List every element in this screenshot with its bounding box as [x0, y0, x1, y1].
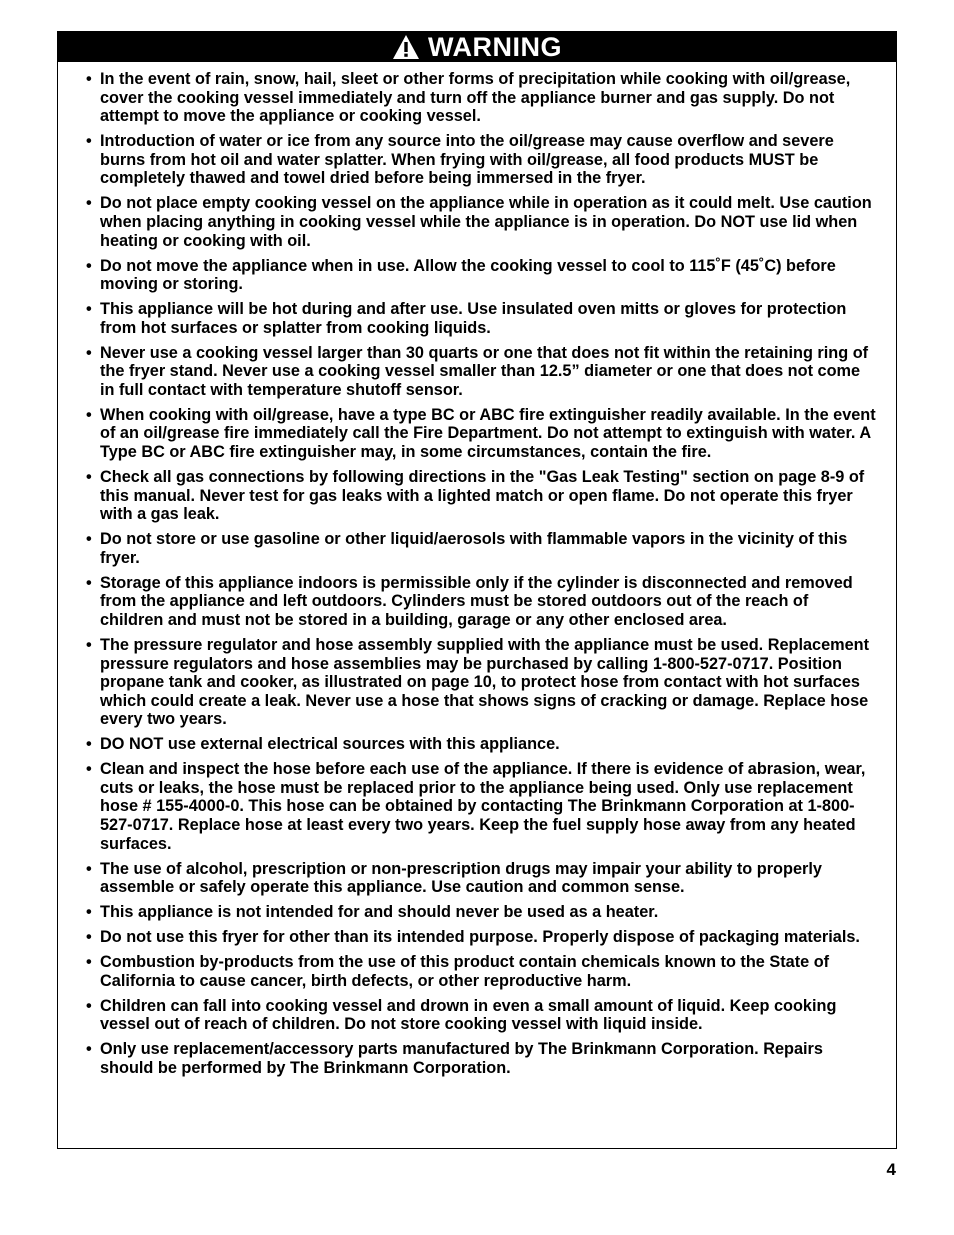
warning-bullet-item: • Never use a cooking vessel larger than 30 quarts or one that does not fit within the retaining ring of the fryer stand. Never use a cooking vessel smaller than 12.5” diameter or one that does not come in full contact with temperature shutoff sensor.	[86, 344, 876, 400]
warning-bullet-item: • The use of alcohol, prescription or non-prescription drugs may impair your ability to properly assemble or safely operate this appliance. Use caution and common sense.	[86, 860, 876, 897]
warning-triangle-icon	[392, 34, 420, 60]
warning-header	[58, 32, 896, 62]
warning-bullet-item: • When cooking with oil/grease, have a type BC or ABC fire extinguisher readily available. In the event of an oil/grease fire immediately call the Fire Department. Do not attempt to extinguish with water. A Type BC or ABC fire extinguisher may, in some circumstances, contain the fire.	[86, 406, 876, 462]
warning-bullet-item: • Do not use this fryer for other than its intended purpose. Properly dispose of packaging materials.	[86, 928, 876, 947]
warning-bullet-item: • The pressure regulator and hose assembly supplied with the appliance must be used. Replacement pressure regulators and hose assemblies may be purchased by calling 1-800-527-0717. Position propane tank and cooker, as illustrated on page 10, to protect hose from contact with hot surfaces which could create a leak. Never use a hose that shows signs of cracking or damage. Replace hose every two years.	[86, 636, 876, 729]
warning-bullet-item: • Introduction of water or ice from any source into the oil/grease may cause overflow and severe burns from hot oil and water splatter. When frying with oil/grease, all food products MUST be completely thawed and towel dried before being immersed in the fryer.	[86, 132, 876, 188]
warning-bullet-item: • Clean and inspect the hose before each use of the appliance. If there is evidence of abrasion, wear, cuts or leaks, the hose must be replaced prior to the appliance being used. Only use replacement hose # 155-4000-0. This hose can be obtained by contacting The Brinkmann Corporation at 1-800-527-0717. Replace hose at least every two years. Keep the fuel supply hose away from any heated surfaces.	[86, 760, 876, 853]
warning-bullet-item: • Do not place empty cooking vessel on the appliance while in operation as it could melt. Use caution when placing anything in cooking vessel while the appliance is in operation. Do NOT use lid when heating or cooking with oil.	[86, 194, 876, 250]
warning-title: WARNING	[428, 32, 562, 62]
warning-bullet-item: • Check all gas connections by following directions in the "Gas Leak Testing" section on page 8-9 of this manual. Never test for gas leaks with a lighted match or open flame. Do not operate this fryer with a gas leak.	[86, 468, 876, 524]
warning-bullet-item: • Storage of this appliance indoors is permissible only if the cylinder is disconnected and removed from the appliance and left outdoors. Cylinders must be stored outdoors out of the reach of children and must not be stored in a building, garage or any other enclosed area.	[86, 574, 876, 630]
warning-bullet-item: • Do not move the appliance when in use. Allow the cooking vessel to cool to 115˚F (45˚C) before moving or storing.	[86, 257, 876, 294]
warning-box	[57, 31, 897, 1149]
page-number: 4	[886, 1160, 896, 1179]
warning-bullet-item: • This appliance will be hot during and after use. Use insulated oven mitts or gloves for protection from hot surfaces or splatter from cooking liquids.	[86, 300, 876, 337]
warning-bullet-item: • DO NOT use external electrical sources with this appliance.	[86, 735, 876, 754]
warning-bullet-item: • Only use replacement/accessory parts manufactured by The Brinkmann Corporation. Repairs should be performed by The Brinkmann Corporation.	[86, 1040, 876, 1077]
warning-bullet-item: • Do not store or use gasoline or other liquid/aerosols with flammable vapors in the vicinity of this fryer.	[86, 530, 876, 567]
warning-bullet-item: • Children can fall into cooking vessel and drown in even a small amount of liquid. Keep cooking vessel out of reach of children. Do not store cooking vessel with liquid inside.	[86, 997, 876, 1034]
warning-bullet-list	[58, 62, 896, 1078]
warning-bullet-item: • In the event of rain, snow, hail, sleet or other forms of precipitation while cooking with oil/grease, cover the cooking vessel immediately and turn off the appliance burner and gas supply. Do not attempt to move the appliance or cooking vessel.	[86, 70, 876, 126]
warning-bullet-item: • Combustion by-products from the use of this product contain chemicals known to the State of California to cause cancer, birth defects, or other reproductive harm.	[86, 953, 876, 990]
warning-bullet-item: • This appliance is not intended for and should never be used as a heater.	[86, 903, 876, 922]
